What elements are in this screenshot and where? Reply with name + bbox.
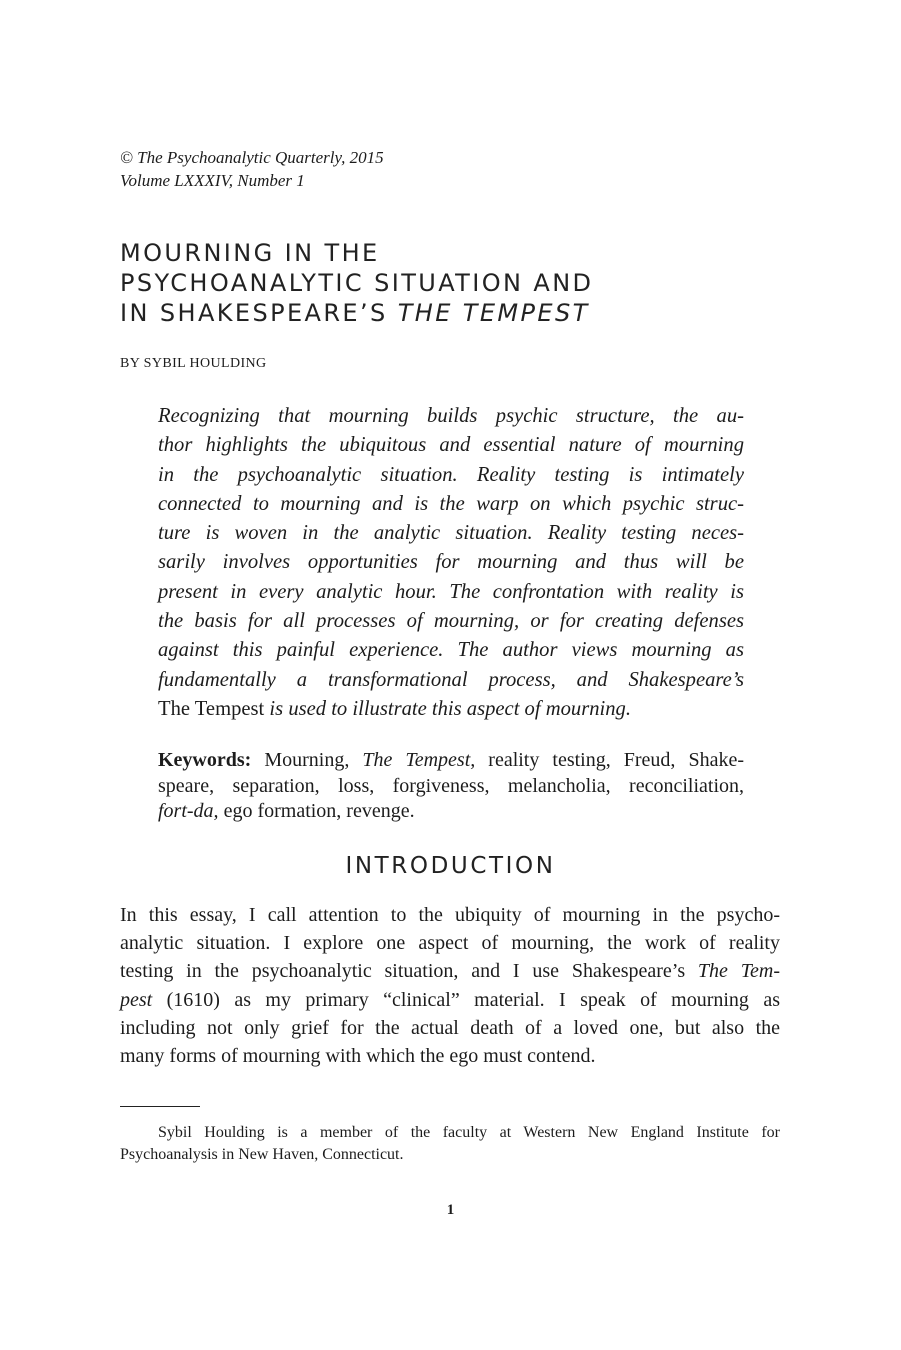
abstract-line: in the psychoanalytic situation. Reality testing is intimately [158,463,744,486]
keywords-line-2: speare, separation, loss, forgiveness, melancholia, reconciliation, [158,774,744,797]
volume-line: Volume LXXXIV, Number 1 [120,171,305,190]
paragraph-text: (1610) as my primary “clinical” material. I speak of mourning as [152,988,780,1011]
abstract-line: the basis for all processes of mourning, or for creating defenses [158,610,744,633]
abstract-line: thor highlights the ubiquitous and essential nature of mourning [158,434,744,457]
title-line-1: MOURNING IN THE [120,239,380,267]
abstract [158,402,744,724]
keywords-text: Mourning, [251,749,363,771]
keywords-italic: fort-da, [158,800,219,822]
keywords-text: reality testing, Freud, Shake- [475,749,744,771]
abstract-line: sarily involves opportunities for mourning and thus will be [158,551,744,574]
author-footnote [120,1122,780,1165]
article-title [120,238,800,328]
abstract-play-name: The Tempest [158,697,265,720]
title-line-3-prefix: IN SHAKESPEARE’S [120,299,398,327]
keywords-label: Keywords: [158,749,252,771]
abstract-last-rest: is used to illustrate this aspect of mourning. [264,697,631,720]
paragraph-italic: The Tem- [697,960,780,983]
abstract-line: ture is woven in the analytic situation. Reality testing neces- [158,522,744,545]
journal-header [120,146,384,192]
section-heading: INTRODUCTION [345,853,556,879]
paragraph-line: many forms of mourning with which the ego must contend. [120,1044,596,1067]
paragraph-line: In this essay, I call attention to the ubiquity of mourning in the psycho- [120,904,780,926]
abstract-line: fundamentally a transformational process, and Shakespeare’s [158,668,744,691]
paragraph-line: including not only grief for the actual death of a loved one, but also the [120,1016,780,1039]
abstract-line: present in every analytic hour. The confrontation with reality is [158,580,744,603]
title-play-name: THE TEMPEST [397,299,590,327]
copyright-line: © The Psychoanalytic Quarterly, 2015 [120,148,384,167]
author-byline: BY SYBIL HOULDING [120,356,267,371]
keywords-line-1 [158,748,744,774]
intro-paragraph [120,901,780,1070]
paragraph-text: testing in the psychoanalytic situation, and I use Shakespeare’s [120,960,698,983]
paragraph-italic: pest [120,988,153,1011]
page-number: 1 [446,1202,455,1218]
keywords-line-3 [158,799,744,825]
keywords-text: ego formation, revenge. [218,800,415,822]
abstract-line: connected to mourning and is the warp on which psychic struc- [158,492,744,515]
abstract-line: Recognizing that mourning builds psychic structure, the au- [158,405,744,427]
title-line-2: PSYCHOANALYTIC SITUATION AND [120,269,594,297]
footnote-line: Sybil Houlding is a member of the faculty at Western New England Institute for [158,1124,780,1141]
abstract-line: against this painful experience. The author views mourning as [158,639,744,662]
footnote-line: Psychoanalysis in New Haven, Connecticut. [120,1145,404,1163]
footnote-rule [120,1106,200,1107]
abstract-line-last [158,695,744,724]
keywords-italic: The Tempest, [362,749,476,771]
paragraph-line [120,957,780,985]
paragraph-line [120,986,780,1014]
title-line-3 [120,298,800,328]
paragraph-line: analytic situation. I explore one aspect of mourning, the work of reality [120,932,780,955]
keywords-block [158,748,744,825]
